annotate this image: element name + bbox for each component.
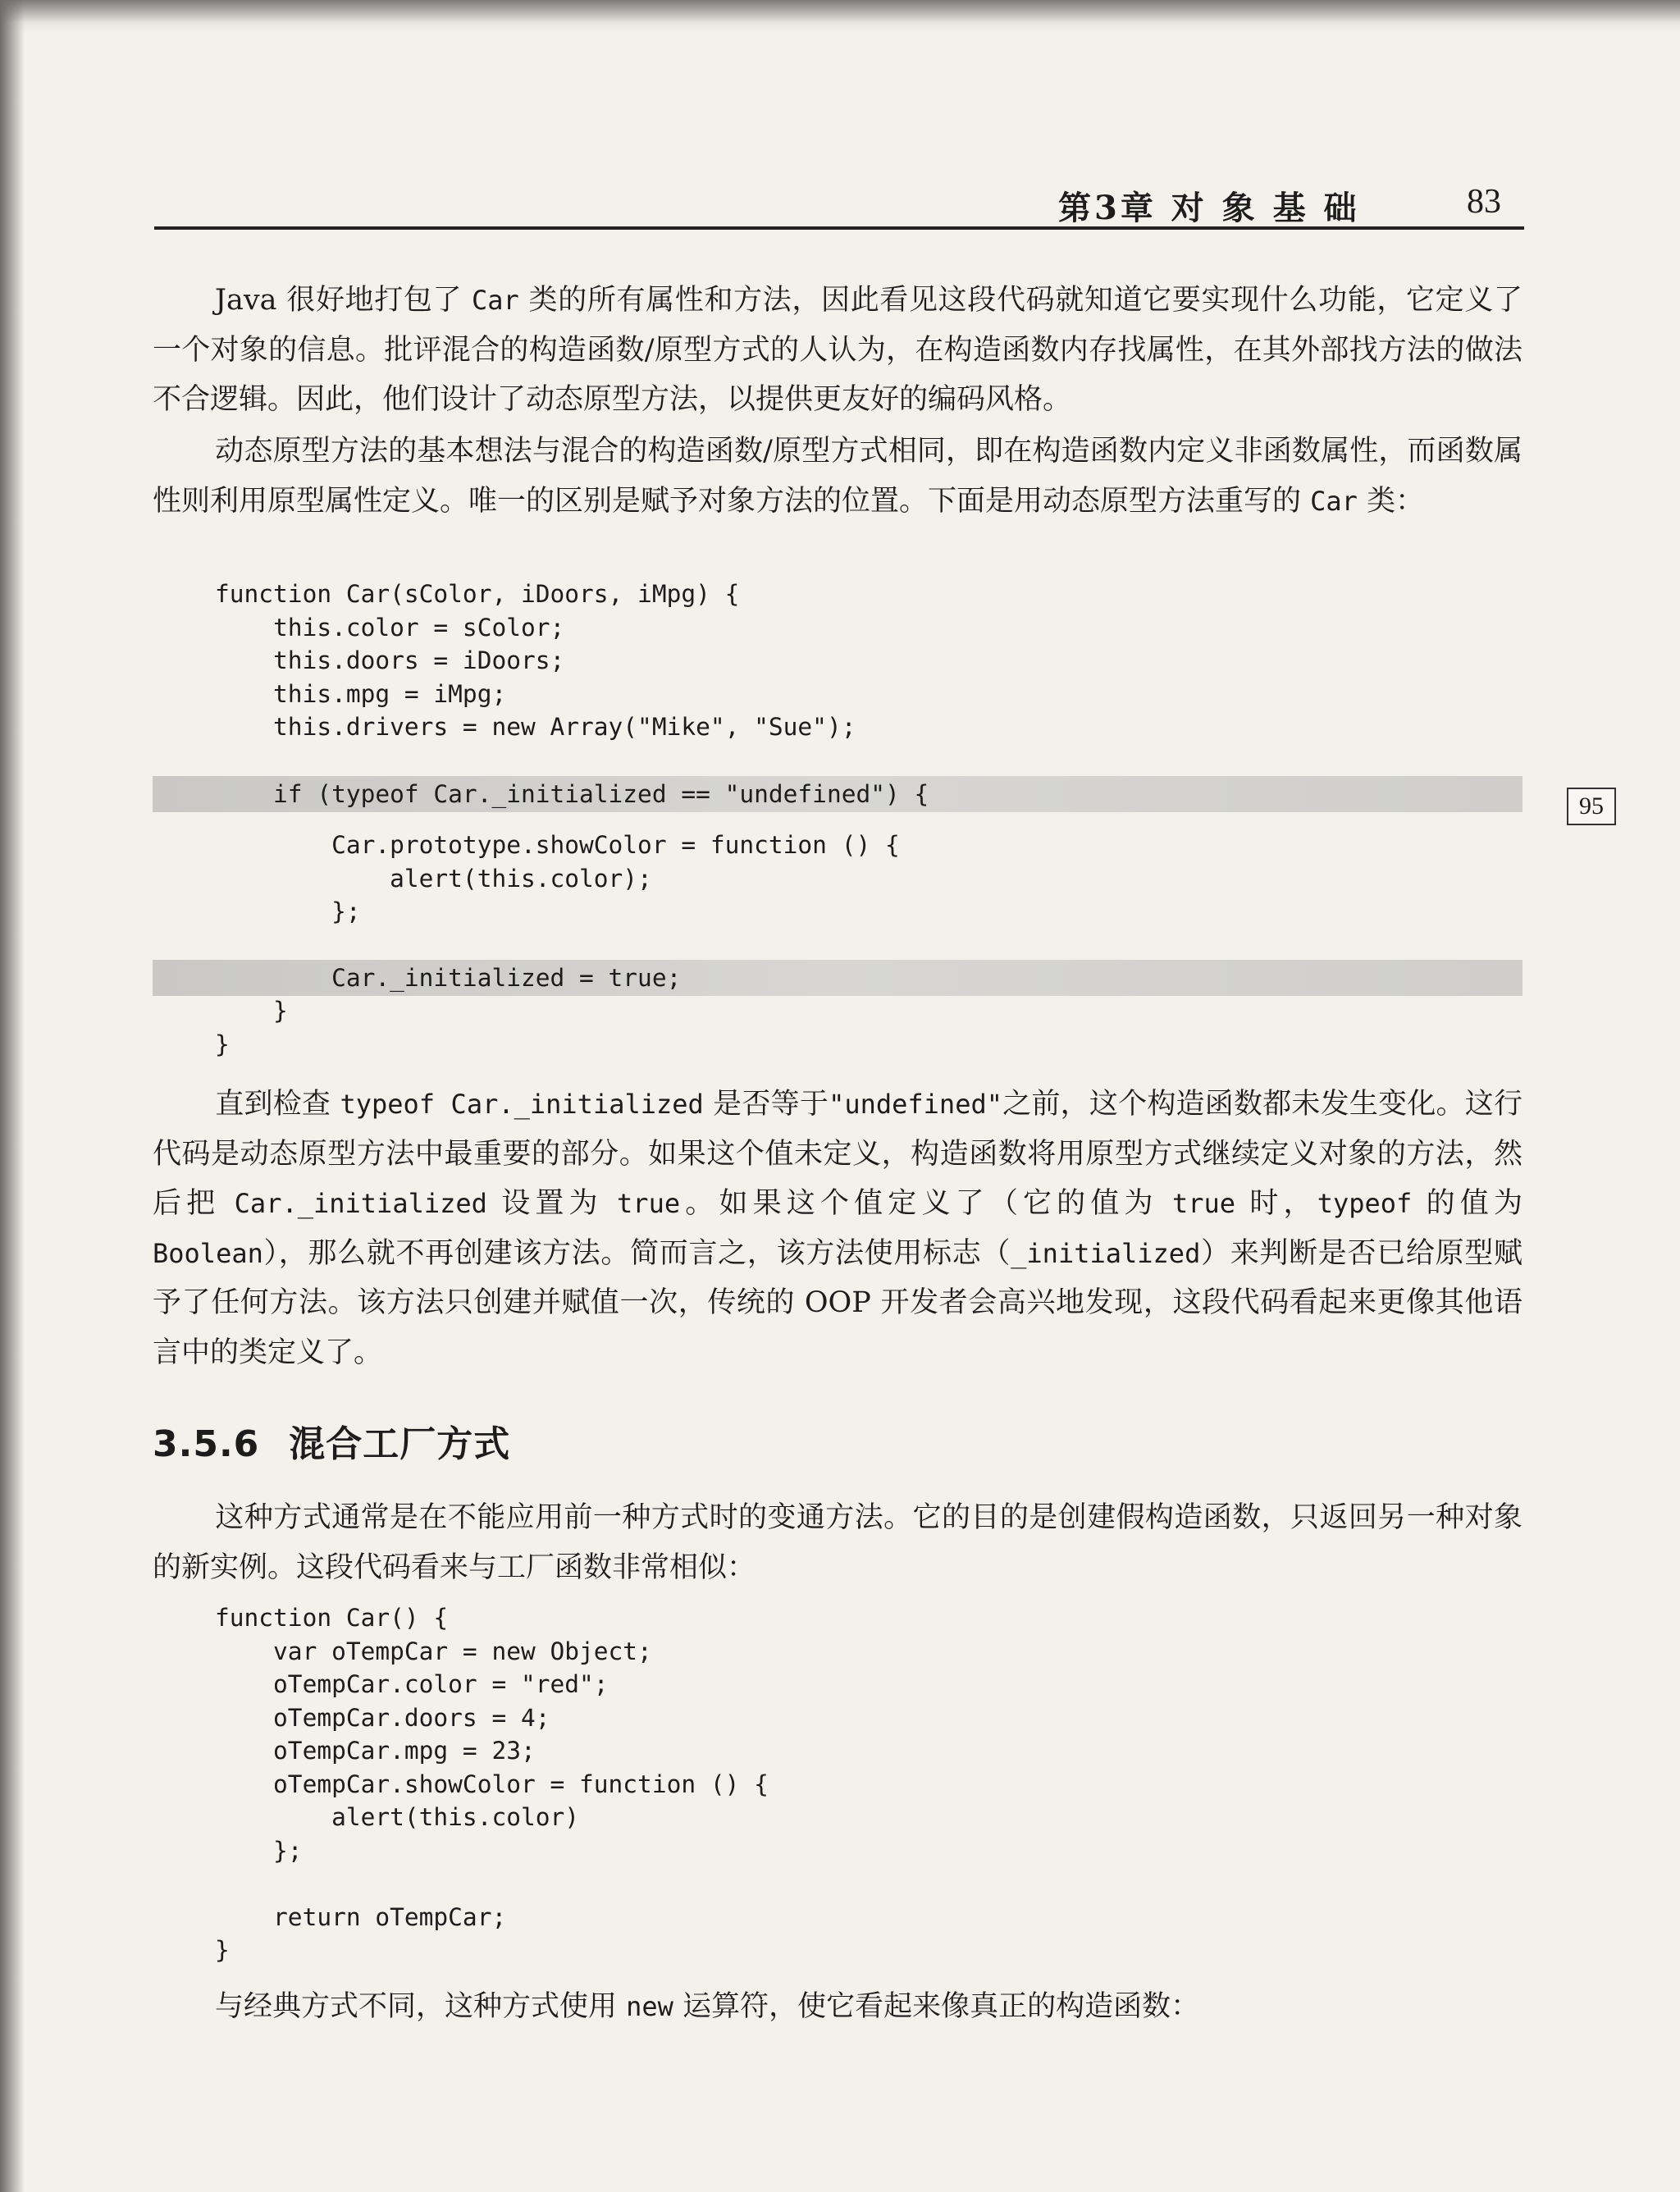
code-block-1c: } } [215,997,288,1058]
chapter-title: 第3章 对 象 基 础 [1058,189,1360,227]
p3-text: 之前，这个构造函数都未发生变化。这行代码是动态原型方法中最重要的部分。如果这个值未定义，构造函数将用原型方式继续定义对象的方法，然后把 [153,1088,1522,1220]
p2-text-b: 类： [1357,484,1425,518]
code-line-initialized: Car._initialized = true; [215,964,682,992]
page-number: 83 [1467,183,1501,221]
p1-text-b: 类的所有属性和方法，因此看见这段代码就知道它要实现什么功能，它定义了一个对象的信息。批评混合的构造函数/原型方式的人认为，在构造函数内存找属性，在其外部找方法的做法不合逻辑。因此，他们设计了动态原型方法，以提供更友好的编码风格。 [153,284,1522,416]
code-block-1b: Car.prototype.showColor = function () { alert(this.color); }; [331,831,900,925]
paragraph-2 [153,427,1522,526]
p3-code: "undefined" [829,1089,1002,1120]
p3-text: 时， [1235,1187,1317,1220]
margin-page-reference: 95 [1567,788,1616,825]
p3-code: _initialized [1011,1237,1201,1269]
section-heading [153,1414,510,1467]
p1-code: Car [471,285,519,316]
header-rule [154,226,1524,230]
p3-code: typeof [1317,1188,1413,1219]
p3-code: Car._initialized [234,1188,487,1219]
code-block-2: function Car() { var oTempCar = new Object; oTempCar.color = "red"; oTempCar.doors = 4; oTempCar.mpg = 23; oTempCar.showColor = function () { alert(this.color) }; return oTempCar; } [215,1604,769,1964]
p3-text: ），那么就不再创建该方法。简而言之，该方法使用标志（ [262,1236,1011,1270]
p3-text: 直到检查 [215,1088,340,1121]
paragraph-4 [153,1493,1522,1592]
scan-top-edge [0,0,1680,33]
section-number: 3.5.6 [153,1423,260,1465]
p5-code: new [626,1991,673,2022]
p3-text: 设置为 [486,1187,618,1220]
p3-code: Boolean [153,1237,263,1269]
p2-code: Car [1310,485,1358,517]
p3-text: 的值为 [1412,1187,1522,1220]
paragraph-5 [153,1982,1522,2032]
section-title: 混合工厂方式 [289,1423,511,1465]
p3-text: 。如果这个值定义了（它的值为 [680,1187,1172,1220]
code-block-1a: function Car(sColor, iDoors, iMpg) { this.color = sColor; this.doors = iDoors; this.mpg = iMpg; this.drivers = new Array("Mike", "Sue"); [215,580,856,741]
p3-code: typeof Car._initialized [340,1089,704,1120]
p1-text-a: Java 很好地打包了 [215,284,472,317]
p3-text: ）来判断是否已给原型赋予了任何方法。该方法只创建并赋值一次，传统的 OOP 开发者会高兴地发现，这段代码看起来更像其他语言中的类定义了。 [153,1236,1522,1369]
running-head [1058,182,1501,231]
p5-text-a: 与经典方式不同，这种方式使用 [215,1990,627,2023]
paragraph-3 [153,1080,1522,1377]
p3-text: 是否等于 [703,1088,829,1121]
code-line-if: if (typeof Car._initialized == "undefined") { [215,780,929,808]
paragraph-1 [153,276,1522,425]
p3-code: true [1172,1188,1236,1219]
p2-text-a: 动态原型方法的基本想法与混合的构造函数/原型方式相同，即在构造函数内定义非函数属性，而函数属性则利用原型属性定义。唯一的区别是赋予对象方法的位置。下面是用动态原型方法重写的 [153,435,1522,518]
p4-text: 这种方式通常是在不能应用前一种方式时的变通方法。它的目的是创建假构造函数，只返回另一种对象的新实例。这段代码看来与工厂函数非常相似： [153,1501,1522,1584]
p5-text-b: 运算符，使它看起来像真正的构造函数： [673,1990,1200,2023]
scan-left-edge [0,0,25,2192]
p3-code: true [617,1188,681,1219]
